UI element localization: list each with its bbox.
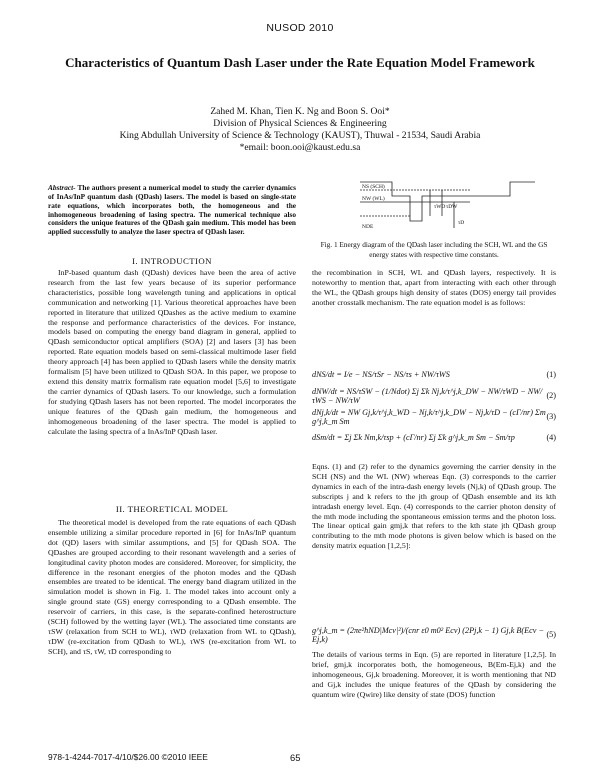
energy-diagram-figure <box>350 176 540 236</box>
equation-2: dNW/dt = NS/τSW − (1/Ndot) Σj Σk Nj,k/τ^j,k_DW − NW/τWD − NW/τWS − NW/τW (2) <box>312 386 556 405</box>
label-nw: NW (WL) <box>362 196 385 202</box>
author-email: *email: boon.ooi@kaust.edu.sa <box>239 142 361 153</box>
abstract-label: Abstract- <box>48 183 76 192</box>
label-nde: NDE <box>362 224 374 230</box>
conduction-band-line <box>360 182 535 221</box>
author-block <box>60 106 540 154</box>
section-heading-model: II. THEORETICAL MODEL <box>115 504 229 514</box>
equations-block <box>312 364 556 448</box>
label-ns: NS (SCH) <box>362 184 385 190</box>
conference-header: NUSOD 2010 <box>266 22 334 34</box>
equation-3: dNj,k/dt = NW Gj,k/τ^j,k_WD − Nj,k/τ^j,k_DW − Nj,k/τD − (cΓ/nr) Σm g^j,k_m Sm (3) <box>312 407 556 426</box>
page-number: 65 <box>290 752 301 763</box>
equation-1: dNS/dt = I/e − NS/τSr − NS/τs + NW/τWS (1) <box>312 370 556 379</box>
model-paragraph: The theoretical model is developed from the rate equations of each QDash ensemble utilizing a similar procedure reported in [6] for InAs/InP quantum dot (QD) lasers with similar assumptions, and [5] for QDash SOA. The QDashes are grouped according to their resonant wavelength and a series of longitudinal cavity photon modes are considered. Moreover, for simplicity, the difference in the resonant energies of the photon modes and the QDash ensembles are treated to be identical. The energy band diagram utilized in the simulation model is shown in Fig. 1. The model takes into account only a single ground state (GS) energy corresponding to a QDash ensemble. The reservoir of carriers, in this case, is the separate-confined heterostructure (SCH) followed by the wetting layer (WL). The associated time constants are τSW (relaxation from SCH to WL), τWD (relaxation from WL to QDash), τDW (re-excitation from QDash to WL), τWS (re-excitation from WL to SCH), and τS, τW, τD corresponding to <box>48 518 296 656</box>
right-paragraph-2: Eqns. (1) and (2) refer to the dynamics governing the carrier density in the SCH (NS) and the WL (NW) whereas Eqn. (3) corresponds to the carrier dynamics in each of the intra-dash energy levels (Nj,k) of QDash group. The subscripts j and k refers to the jth group of QDash ensemble and its kth intradash energy level. Eqn. (4) corresponds to the carrier photon density of the mth mode including the spontaneous emission terms and the photon loss. The linear optical gain gmj,k that refers to the kth state jth QDash group contributing to the mth mode photons is given below which is based on the density matrix equation [1,2,5]: <box>312 462 556 551</box>
right-text-3 <box>312 650 556 700</box>
author-division: Division of Physical Sciences & Engineering <box>213 118 387 129</box>
footer-isbn: 978-1-4244-7017-4/10/$26.00 ©2010 IEEE <box>48 752 208 762</box>
abstract-text: The authors present a numerical model to study the carrier dynamics of InAs/InP quantum dash (QDash) lasers. The model is based on single-state rate equations, which incorporates both, the homogeneous and the inhomogeneous broadening of lasing spectra. The numerical technique also considers the unique features of the QDash gain medium. This model has been applied successfully to analyze the laser spectra of QDash laser. <box>48 183 296 237</box>
author-affiliation: King Abdullah University of Science & Technology (KAUST), Thuwal - 21534, Saudi Arabia <box>119 130 481 141</box>
label-tau-dw: τDW <box>446 204 458 210</box>
figure-caption: Fig. 1 Energy diagram of the QDash laser including the SCH, WL and the GS energy states with respective time constants. <box>320 240 548 259</box>
paper-title: Characteristics of Quantum Dash Laser under the Rate Equation Model Framework <box>65 55 535 70</box>
equation-4: dSm/dt = Σj Σk Nm,k/τsp + (cΓ/nr) Σj Σk g^j,k_m Sm − Sm/τp (4) <box>312 433 556 442</box>
label-tau-wd: τWD <box>434 204 446 210</box>
right-text-1 <box>312 268 556 308</box>
right-paragraph-3: The details of various terms in Eqn. (5) are reported in literature [1,2,5]. In brief, gmj,k incorporates both, the homogeneous, B(Em-Ej,k) and the inhomogeneous, Gj,k broadening. Moreover, it is worth mentioning that ND and Gj,k includes the unique features of the QDash by considering the quantum wire (Qwire) like density of state (DOS) function <box>312 650 556 699</box>
section-heading-introduction: I. INTRODUCTION <box>132 256 212 266</box>
equation-5: g^j,k_m = (2πe²ħND|Mcv|²)/(cnr ε0 m0² Ecv) (2Pj,k − 1) Gj,k B(Ecv − Ej,k) (5) <box>312 625 556 644</box>
introduction-text <box>48 268 296 436</box>
introduction-paragraph: InP-based quantum dash (QDash) devices have been the area of active research from the last few years because of its superior performance characteristics, possible long wavelength tuning and applications in optical communication and networking [1]. Various theoretical approaches have been reported in literature that utilized QDashes as the active medium to examine the response and performance characteristics of the devices. For instance, models based on computing the energy band diagram in general, applied to QDash semiconductor optical amplifiers (SOA) [2] and lasers [3] has been reported. Rate equation models based on semi-classical multimode laser field theory approach [4] has been applied to QDash lasers while the density matrix formalism [5] have been utilized to QDash SOA. In this paper, we propose to extend this density matrix formalism rate equation model [5,6] to investigate the carrier dynamics of QDash lasers. To our knowledge, such a formulation for studying QDash lasers has not been reported. The model incorporates the unique features of the QDash gain medium, the homogeneous and inhomogeneous broadening of the laser spectra. The model is applied to calculate the lasing spectra of a InAs/InP QDash laser. <box>48 268 296 436</box>
equation-5-block <box>312 624 556 645</box>
right-text-2 <box>312 462 556 551</box>
abstract <box>48 184 296 237</box>
model-text <box>48 518 296 657</box>
author-names: Zahed M. Khan, Tien K. Ng and Boon S. Ooi* <box>210 106 390 117</box>
right-paragraph-1: the recombination in SCH, WL and QDash layers, respectively. It is noteworthy to mention that, apart from interacting with each other through the WL, the QDash groups high density of states (DOS) energy tail provides another crosstalk mechanism. The rate equation model is as follows: <box>312 268 556 307</box>
label-tau-d: τD <box>458 220 465 226</box>
